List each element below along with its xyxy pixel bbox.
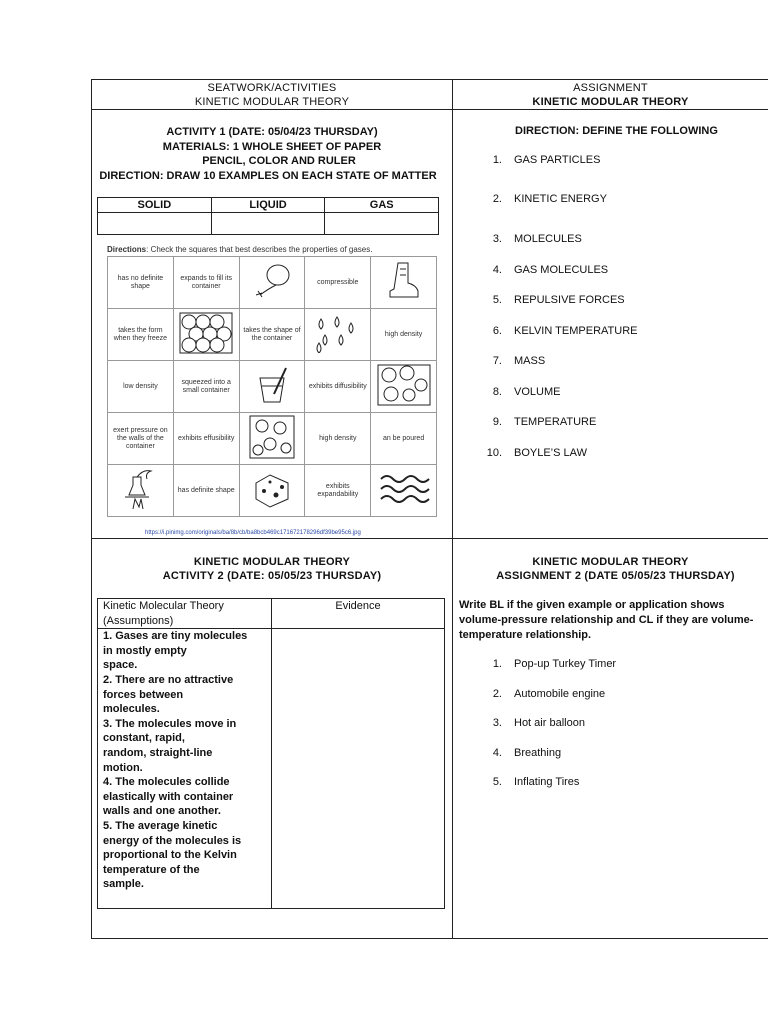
glass-icon[interactable]: [239, 361, 305, 413]
list-item: [478, 688, 605, 700]
list-item-number: 1.: [492, 154, 502, 166]
assumption-line: motion.: [103, 761, 143, 774]
assumption-line: in mostly empty: [103, 644, 187, 657]
list-item: [478, 325, 637, 337]
assignment2-header-line2: ASSIGNMENT 2 (DATE 05/05/23 THURSDAY): [496, 570, 735, 582]
kmt-assumptions-cell: [98, 629, 272, 909]
border-middle: [91, 538, 768, 539]
grid-row: [108, 309, 437, 361]
assumption-line: 3. The molecules move in: [103, 717, 237, 730]
list-item: [478, 355, 545, 367]
grid-cell[interactable]: high density: [305, 413, 371, 465]
assignment2-instructions: [459, 598, 753, 643]
list-item-number: 4.: [492, 746, 502, 759]
assumption-line: constant, rapid,: [103, 732, 185, 745]
balloon-icon[interactable]: [239, 257, 305, 309]
list-item-number: 6.: [492, 324, 502, 337]
list-item: [478, 717, 585, 729]
grid-cell[interactable]: compressible: [305, 257, 371, 309]
list-item-text: MASS: [514, 355, 546, 367]
assignment-header-line2: KINETIC MODULAR THEORY: [532, 96, 689, 108]
list-item-text: Inflating Tires: [514, 776, 580, 788]
kmt-col1-header-line1: Kinetic Molecular Theory: [103, 600, 224, 612]
kmt-col-evidence-header: Evidence: [272, 599, 445, 629]
activity1-title: ACTIVITY 1 (DATE: 05/04/23 THURSDAY): [166, 126, 378, 138]
list-item-text: REPULSIVE FORCES: [514, 294, 625, 306]
list-item-text: BOYLE’S LAW: [514, 446, 587, 459]
assignment2-header-line1: KINETIC MODULAR THEORY: [532, 556, 689, 568]
list-item-number: 5.: [492, 776, 502, 788]
assumption-line: molecules.: [103, 703, 160, 716]
assumption-line: proportional to the Kelvin: [103, 849, 237, 862]
materials-line2: PENCIL, COLOR AND RULER: [202, 155, 356, 167]
packed-spheres-icon[interactable]: [173, 309, 239, 361]
list-item: [478, 154, 600, 166]
grid-cell[interactable]: exert pressure on the walls of the container: [108, 413, 174, 465]
activity2-header-line2: ACTIVITY 2 (DATE: 05/05/23 THURSDAY): [162, 570, 382, 582]
list-item-text: Breathing: [514, 746, 562, 759]
worksheet-directions-label: Directions: [107, 245, 147, 254]
grid-cell[interactable]: takes the shape of the container: [239, 309, 305, 361]
list-item: [478, 294, 625, 306]
instruction-line: temperature relationship.: [459, 629, 592, 641]
states-col-gas: GAS: [325, 198, 439, 213]
activity1-block: [92, 125, 452, 183]
droplets-icon[interactable]: [305, 309, 371, 361]
assumption-line: elastically with container: [103, 790, 234, 803]
list-item-text: MOLECULES: [514, 233, 582, 245]
grid-cell[interactable]: takes the form when they freeze: [108, 309, 174, 361]
list-item-number: 3.: [492, 717, 502, 729]
assignment2-header: [453, 555, 768, 583]
assumption-line: 2. There are no attractive: [103, 673, 234, 686]
grid-cell[interactable]: has definite shape: [173, 465, 239, 517]
grid-cell[interactable]: has no definite shape: [108, 257, 174, 309]
image-credit-url: https://i.pinimg.com/originals/ba/8b/cb/ba8bcb469c171672178296df39be95c6.jpg: [145, 530, 361, 536]
activity2-header: [92, 555, 452, 583]
list-item-number: 9.: [492, 416, 502, 428]
list-item: [478, 776, 579, 788]
grid-cell[interactable]: an be poured: [371, 413, 437, 465]
grid-cell[interactable]: low density: [108, 361, 174, 413]
states-cell-solid[interactable]: [98, 213, 212, 235]
seatwork-header-line2: KINETIC MODULAR THEORY: [194, 96, 350, 108]
list-item-text: TEMPERATURE: [514, 416, 597, 428]
assumption-line: forces between: [103, 688, 184, 701]
list-item: [478, 386, 560, 398]
assumption-line: 4. The molecules collide: [103, 776, 230, 789]
list-item-text: Hot air balloon: [514, 717, 585, 729]
list-item-text: Pop-up Turkey Timer: [514, 658, 617, 670]
list-item-number: 10.: [486, 446, 502, 459]
activity2-header-line1: KINETIC MODULAR THEORY: [193, 556, 351, 568]
kmt-col1-header-line2: (Assumptions): [103, 614, 174, 627]
assumption-line: energy of the molecules is: [103, 834, 242, 847]
list-item: [478, 747, 561, 759]
border-left: [91, 79, 92, 939]
bubbles-icon[interactable]: [239, 413, 305, 465]
kmt-assumptions-table: [97, 598, 445, 909]
border-center: [452, 79, 453, 939]
list-item-number: 1.: [492, 658, 502, 670]
grid-cell[interactable]: exhibits expandability: [305, 465, 371, 517]
seatwork-header-line1: SEATWORK/ACTIVITIES: [207, 82, 337, 94]
assumption-line: space.: [103, 659, 138, 672]
assumption-line: 5. The average kinetic: [103, 819, 218, 832]
border-bottom: [91, 938, 768, 939]
list-item: [478, 658, 616, 670]
assumption-line: sample.: [103, 878, 144, 891]
states-of-matter-table: [97, 197, 439, 235]
list-item-number: 4.: [492, 263, 502, 276]
waves-icon[interactable]: [371, 465, 437, 517]
grid-row: [108, 361, 437, 413]
border-top: [91, 79, 768, 80]
list-item: [478, 264, 608, 276]
gas-properties-grid: [107, 256, 437, 517]
worksheet-directions: [107, 245, 372, 254]
states-cell-gas[interactable]: [325, 213, 439, 235]
states-col-solid: SOLID: [98, 198, 212, 213]
list-item: [478, 193, 607, 205]
beaker-flame-icon[interactable]: [108, 465, 174, 517]
instruction-line: volume-pressure relationship and CL if they are volume-: [459, 614, 754, 626]
assignment-header-line1: ASSIGNMENT: [573, 82, 648, 94]
assumption-line: random, straight-line: [103, 746, 213, 759]
kmt-evidence-cell[interactable]: [272, 629, 445, 909]
list-item-text: GAS PARTICLES: [514, 154, 601, 166]
grid-cell[interactable]: high density: [371, 309, 437, 361]
states-col-liquid: LIQUID: [211, 198, 325, 213]
list-item-number: 2.: [492, 687, 502, 700]
grid-cell[interactable]: exhibits diffusibility: [305, 361, 371, 413]
list-item-text: GAS MOLECULES: [514, 263, 609, 276]
grid-cell[interactable]: exhibits effusibility: [173, 413, 239, 465]
assumption-line: 1. Gases are tiny molecules: [103, 630, 248, 643]
list-item-text: KELVIN TEMPERATURE: [514, 324, 638, 337]
cheese-block-icon[interactable]: [239, 465, 305, 517]
assignment-header: [453, 81, 768, 109]
list-item-text: Automobile engine: [514, 687, 606, 700]
materials-line1: MATERIALS: 1 WHOLE SHEET OF PAPER: [162, 140, 382, 153]
seatwork-header: [92, 81, 452, 109]
list-item-number: 8.: [492, 385, 502, 398]
border-header: [91, 109, 768, 110]
grid-cell[interactable]: squeezed into a small container: [173, 361, 239, 413]
list-item-number: 7.: [492, 355, 502, 367]
list-item: [478, 447, 587, 459]
assumption-line: temperature of the: [103, 863, 200, 876]
list-item: [478, 233, 582, 245]
list-item-number: 3.: [492, 233, 502, 245]
activity1-direction: DIRECTION: DRAW 10 EXAMPLES ON EACH STATE OF MATTER: [99, 169, 437, 182]
kmt-col-assumptions-header: [98, 599, 272, 629]
worksheet-directions-text: : Check the squares that best describes the properties of gases.: [146, 245, 373, 254]
list-item-text: VOLUME: [514, 385, 561, 398]
list-item-text: KINETIC ENERGY: [514, 193, 607, 205]
states-cell-liquid[interactable]: [211, 213, 325, 235]
list-item-number: 5.: [492, 294, 502, 306]
grid-row: [108, 413, 437, 465]
spaced-spheres-icon[interactable]: [371, 361, 437, 413]
assumption-line: walls and one another.: [103, 805, 221, 818]
list-item-number: 2.: [492, 193, 502, 205]
grid-cell[interactable]: expands to fill its container: [173, 257, 239, 309]
boot-icon[interactable]: [371, 257, 437, 309]
define-direction: DIRECTION: DEFINE THE FOLLOWING: [515, 125, 718, 137]
instruction-line: Write BL if the given example or application shows: [459, 599, 725, 611]
list-item: [478, 416, 596, 428]
grid-row: [108, 257, 437, 309]
grid-row: [108, 465, 437, 517]
